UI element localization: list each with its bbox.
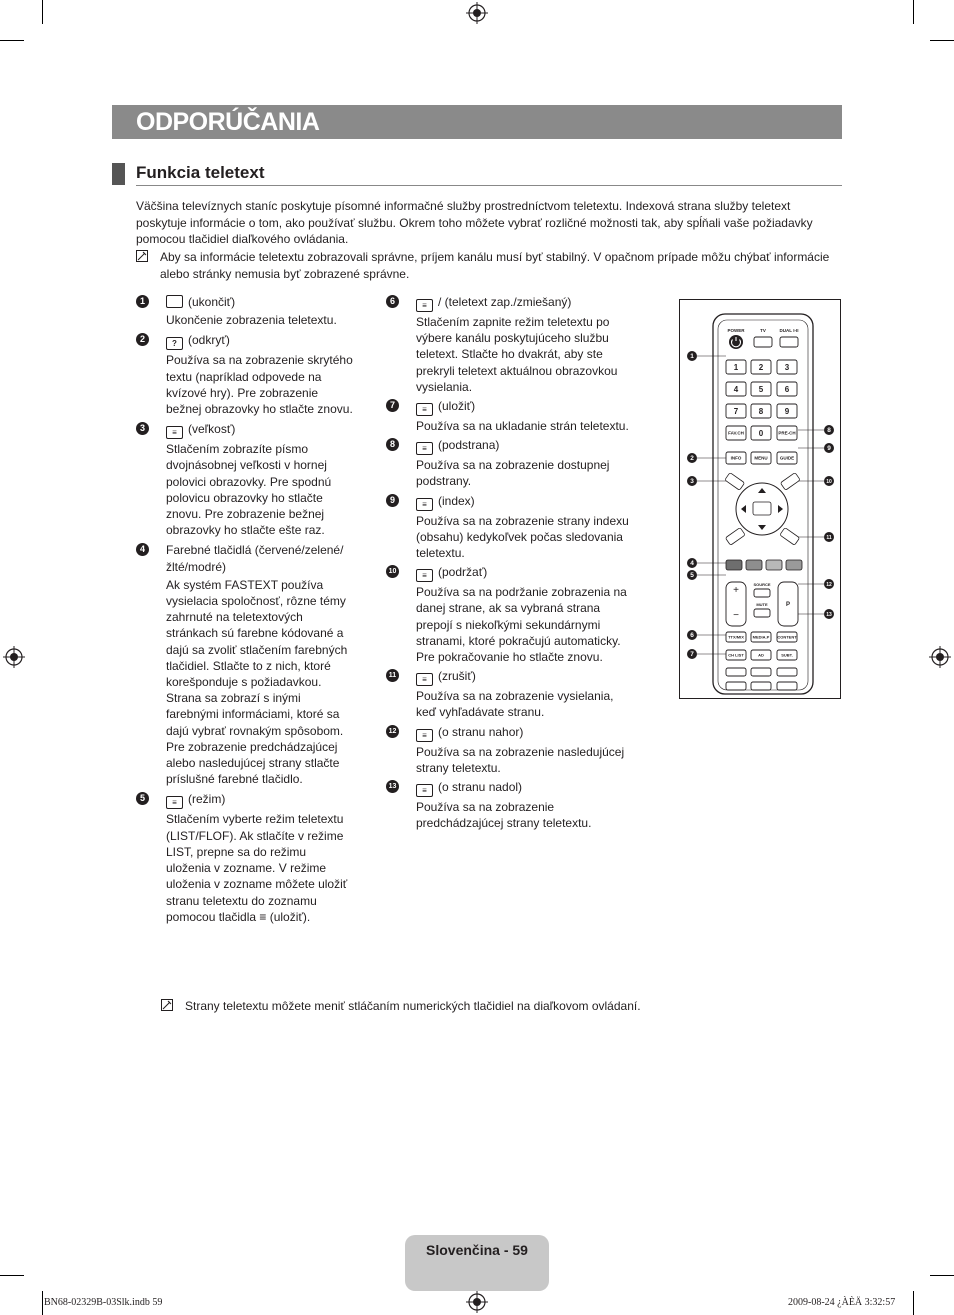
teletext-item [136, 332, 354, 417]
item-label: (režim) [188, 792, 226, 807]
item-heading [166, 791, 354, 809]
teletext-button-icon: ≡ [416, 403, 433, 416]
item-description: Ak systém FASTEXT používa vysielacia spoločnosť, rôzne témy zahrnuté na teletextových stránkach sú farebne kódované a dajú sa zvoliť stlačením farebných tlačidiel. Stlačte to z nich, ktoré korešponduje s požiadavkou. Strana sa zobrazí s inými farebnými informáciami, ktoré sa dajú vybrať rovnakým spôsobom. Pre zobrazenie predchádzajúcej alebo nasledujúcej strany stlačte príslušné farebné tlačidlo. [166, 577, 348, 787]
crop-mark [0, 1275, 24, 1276]
item-description: Stlačením zapnite režim teletextu po výbere kanálu poskytujúceho službu teletext. Stlačte ho dvakrát, aby ste prekryli teletext aktuálnou obrazovkou vysielania. [416, 315, 618, 394]
item-heading [416, 493, 632, 511]
teletext-button-icon [166, 295, 183, 308]
callout-number: 1 [690, 353, 694, 360]
playback-button [777, 668, 797, 676]
enter-button [753, 502, 771, 515]
digit-button-label: 4 [733, 385, 739, 395]
digit-button-label: 9 [784, 407, 790, 417]
teletext-button-icon: ≡ [166, 796, 183, 809]
item-description: Ukončenie zobrazenia teletextu. [166, 313, 337, 328]
color-button [786, 560, 802, 570]
item-number: 9 [386, 494, 399, 507]
items-right-column [386, 294, 632, 834]
page-number: Slovenčina - 59 [426, 1242, 528, 1258]
digit-button-label: 7 [733, 407, 739, 417]
digit-button-label: 3 [784, 363, 790, 373]
crop-mark [0, 40, 24, 41]
teletext-button-icon: ≡ [416, 498, 433, 511]
item-heading [416, 668, 632, 686]
item-heading [416, 294, 632, 312]
item-description: Stlačením vyberte režim teletextu (LIST/FLOF). Ak stlačíte v režime LIST, prepne sa do režimu uloženia v zozname. V režime uloženia v zozname môžete uložiť stranu teletextu do zoznamu pomocou tlačidla ≡ (uložiť). [166, 812, 348, 924]
callout-number: 8 [827, 427, 831, 434]
teletext-button-icon: ? [166, 337, 183, 350]
section-title: Funkcia teletext [136, 163, 265, 182]
item-description: Používa sa na zobrazenie strany indexu (obsahu) kedykoľvek počas sledovania teletextu. [416, 513, 629, 561]
chapter-header [112, 105, 842, 139]
item-heading [166, 542, 354, 574]
item-label: (ukončiť) [188, 295, 236, 309]
item-label: (o stranu nadol) [438, 780, 523, 795]
registration-mark-icon [466, 2, 488, 24]
item-description: Používa sa na zobrazenie skrytého textu (napríklad odpovede na kvízové hry). Pre zobrazenie bežnej obrazovky ho stlačte znovu. [166, 353, 353, 417]
function-button-label: SUBT. [781, 652, 793, 658]
item-number: 8 [386, 438, 399, 451]
dual-button [780, 337, 798, 347]
item-description: Používa sa na ukladanie strán teletextu. [416, 419, 629, 434]
section-marker [112, 163, 125, 185]
print-slug-date: 2009-08-24 ¿ÀÈÄ 3:32:57 [788, 1297, 896, 1308]
item-heading [166, 332, 354, 350]
mute-button [754, 609, 770, 617]
callout-number: 12 [826, 582, 832, 588]
playback-button [726, 682, 746, 690]
item-label: (index) [438, 493, 475, 508]
chapter-title: ODPORÚČANIA [136, 108, 320, 136]
remote-illustration [679, 299, 841, 699]
teletext-item [386, 294, 632, 395]
function-button-label: GUIDE [779, 455, 795, 461]
digit-button-label: FAV.CH [728, 430, 744, 436]
item-heading [416, 779, 632, 797]
callout-number: 7 [690, 651, 694, 658]
digit-button-label: 5 [758, 385, 764, 395]
item-number: 6 [386, 295, 399, 308]
callout-number: 5 [690, 572, 694, 579]
item-number: 3 [136, 422, 149, 435]
crop-mark [42, 1291, 43, 1315]
item-number: 2 [136, 333, 149, 346]
function-button-label: TTX/MIX [728, 634, 744, 640]
item-label: (o stranu nahor) [438, 724, 524, 739]
callout-number: 2 [690, 455, 694, 462]
item-number: 1 [136, 295, 149, 308]
tv-button [754, 337, 772, 347]
teletext-button-icon: ≡ [416, 729, 433, 742]
items-left-column [136, 294, 354, 929]
color-button [746, 560, 762, 570]
teletext-button-icon: ≡ [416, 784, 433, 797]
registration-mark-icon [466, 1291, 488, 1313]
item-label: (podržať) [438, 565, 488, 580]
digit-button-label: 6 [784, 385, 790, 395]
teletext-button-icon: ≡ [166, 426, 183, 439]
item-description: Používa sa na podržanie zobrazenia na danej strane, ak sa vybraná strana prepojí s niekoľkými sekundárnymi stranami, ktoré pokračujú automaticky. Pre pokračovanie ho stlačte znovu. [416, 585, 627, 665]
remote-top-label: DUAL I-II [779, 328, 799, 333]
item-heading [166, 294, 354, 310]
item-heading [416, 437, 632, 455]
print-slug-file: BN68-02329B-03Slk.indb 59 [44, 1297, 163, 1308]
volume-up-icon: + [733, 585, 739, 596]
playback-button [751, 682, 771, 690]
color-button [726, 560, 742, 570]
teletext-item [136, 294, 354, 328]
digit-button-label: 8 [758, 407, 764, 417]
page-number-tab [405, 1235, 549, 1291]
item-label: / (teletext zap./zmiešaný) [438, 295, 572, 309]
crop-mark [913, 0, 914, 24]
remote-control-icon [680, 300, 840, 698]
item-description: Používa sa na zobrazenie nasledujúcej strany teletextu. [416, 744, 625, 775]
section-divider [136, 185, 842, 186]
item-number: 12 [386, 725, 399, 738]
function-button-label: INFO [730, 455, 742, 461]
item-number: 13 [386, 780, 399, 793]
channel-label: P [785, 602, 791, 608]
digit-button-label: 2 [758, 363, 764, 373]
item-description: Používa sa na zobrazenie dostupnej podstrany. [416, 458, 610, 489]
teletext-item [136, 542, 354, 787]
note-1-text: Aby sa informácie teletextu zobrazovali správne, príjem kanálu musí byť stabilný. V opačnom prípade môžu chýbať informácie alebo stránky nemusia byť zobrazené správne. [160, 250, 830, 281]
callout-number: 4 [690, 560, 694, 567]
item-number: 5 [136, 792, 149, 805]
function-button-label: MEDIA.P [752, 634, 770, 640]
note-1 [136, 249, 842, 282]
item-heading [166, 421, 354, 439]
remote-top-label: TV [760, 328, 766, 333]
item-description: Stlačením zobrazíte písmo dvojnásobnej veľkosti v hornej polovici obrazovky. Pre spodnú polovicu obrazovky ho stlačte znovu. Pre zobrazenie bežnej obrazovky ho stlačte ešte raz. [166, 442, 332, 538]
item-number: 7 [386, 399, 399, 412]
crop-mark [42, 0, 43, 24]
item-number: 11 [386, 669, 399, 682]
function-button-label: MENU [754, 455, 768, 461]
teletext-item [386, 493, 632, 562]
callout-number: 11 [826, 535, 832, 541]
volume-down-icon: − [733, 610, 739, 621]
digit-button-label: 1 [733, 363, 739, 373]
callout-number: 6 [690, 632, 694, 639]
registration-mark-icon [3, 646, 25, 668]
callout-number: 13 [826, 612, 832, 618]
playback-button [777, 682, 797, 690]
note-icon [136, 250, 148, 262]
digit-button-label: PRE-CH [778, 430, 796, 436]
item-number: 4 [136, 543, 149, 556]
playback-button [726, 668, 746, 676]
note-icon [161, 999, 173, 1011]
callout-number: 9 [827, 445, 831, 452]
source-label: SOURCE [753, 582, 771, 587]
crop-mark [930, 1275, 954, 1276]
item-heading [416, 724, 632, 742]
item-heading [416, 398, 632, 416]
teletext-item [386, 668, 632, 720]
item-label: (podstrana) [438, 438, 500, 453]
note-2 [161, 998, 841, 1015]
function-button-label: CH LIST [728, 652, 744, 658]
playback-button [751, 668, 771, 676]
teletext-item [386, 564, 632, 665]
color-button [766, 560, 782, 570]
digit-button-label: 0 [758, 429, 764, 439]
teletext-button-icon: ≡ [416, 442, 433, 455]
teletext-item [386, 398, 632, 434]
teletext-button-icon: ≡ [416, 673, 433, 686]
item-label: (odkryť) [188, 333, 230, 348]
teletext-button-icon: ≡ [416, 299, 433, 312]
function-button-label: AD [758, 652, 764, 658]
function-button-label: CONTENT [777, 634, 797, 640]
item-heading [416, 564, 632, 582]
crop-mark [930, 40, 954, 41]
item-label: (uložiť) [438, 399, 476, 414]
callout-number: 3 [690, 478, 694, 485]
item-description: Používa sa na zobrazenie predchádzajúcej strany teletextu. [416, 800, 592, 831]
teletext-item [136, 421, 354, 538]
registration-mark-icon [929, 646, 951, 668]
teletext-button-icon: ≡ [416, 569, 433, 582]
remote-top-label: POWER [727, 328, 745, 333]
mute-label: MUTE [756, 602, 768, 607]
intro-paragraph: Väčšina televíznych staníc poskytuje písomné informačné služby prostredníctvom teletextu. Indexová strana služby teletext poskytuje informácie o tom, ako používať službu. Okrem toho môžete vybrať rozličné možnosti tak, aby spĺňali vaše požiadavky pomocou tlačidiel diaľkového ovládania. [136, 199, 813, 246]
item-description: Používa sa na zobrazenie vysielania, keď vyhľadávate stranu. [416, 689, 614, 720]
item-label: (veľkosť) [188, 422, 236, 437]
crop-mark [913, 1291, 914, 1315]
item-number: 10 [386, 565, 399, 578]
item-label: (zrušiť) [438, 669, 476, 684]
teletext-item [386, 437, 632, 489]
source-button [754, 589, 770, 597]
note-2-text: Strany teletextu môžete meniť stláčaním numerických tlačidiel na diaľkovom ovládaní. [185, 999, 641, 1013]
teletext-item [386, 779, 632, 831]
callout-number: 10 [826, 479, 832, 485]
teletext-item [386, 724, 632, 776]
item-label: Farebné tlačidlá (červené/zelené/žlté/modré) [166, 543, 344, 574]
teletext-item [136, 791, 354, 924]
